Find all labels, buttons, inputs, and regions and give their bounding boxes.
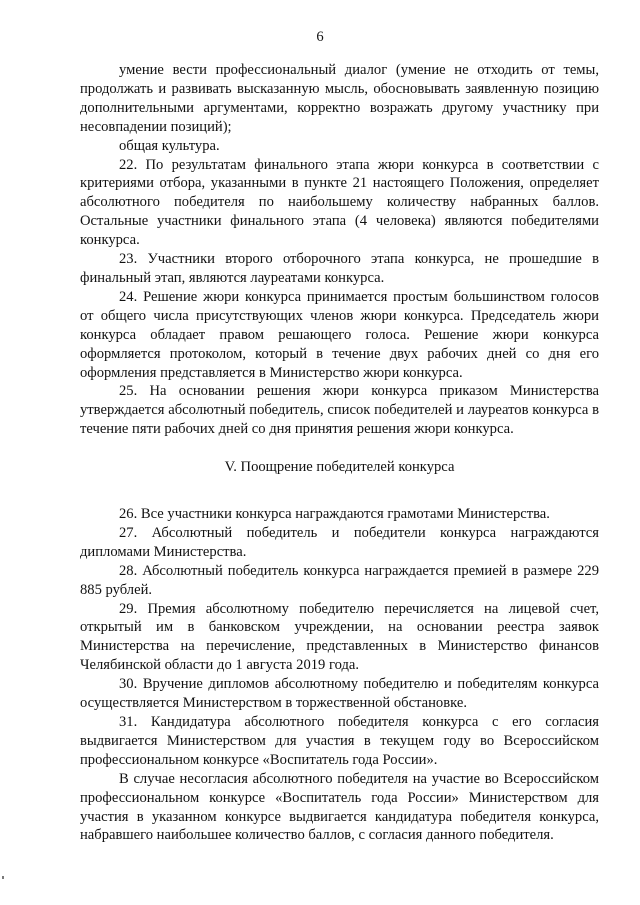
paragraph-31: 31. Кандидатура абсолютного победителя конкурса с его согласия выдвигается Министерством для участия в текущем году во Всероссийском профессиональном конкурсе «Воспитатель года России». [80,714,599,768]
paragraph-27: 27. Абсолютный победитель и победители конкурса награждаются дипломами Министерства. [80,524,599,560]
paragraph-22: 22. По результатам финального этапа жюри конкурса в соответствии с критериями отбора, указанными в пункте 21 настоящего Положения, определяет абсолютного победителя по наибольшему количеству набранных баллов. Остальные участники финального этапа (4 человека) являются победителями конкурса. [80,156,599,249]
paragraph-23: 23. Участники второго отборочного этапа конкурса, не прошедшие в финальный этап, являются лауреатами конкурса. [80,251,599,286]
paragraph-25: 25. На основании решения жюри конкурса приказом Министерства утверждается абсолютный победитель, список победителей и лауреатов конкурса в течение пяти рабочих дней со дня принятия решения жюри конкурса. [80,383,599,438]
paragraph-26: 26. Все участники конкурса награждаются грамотами Министерства. [119,506,550,523]
paragraph-30: 30. Вручение дипломов абсолютному победителю и победителям конкурса осуществляется Министерством в торжественной обстановке. [80,676,599,712]
paragraph-dialogue-skill: умение вести профессиональный диалог (умение не отходить от темы, продолжать и развивать высказанную мысль, обосновывать заявленную позицию дополнительными аргументами, корректно возражать другому участнику при несовпадении позиций); [80,62,599,135]
paragraph-29: 29. Премия абсолютному победителю перечисляется на лицевой счет, открытый им в банковском учреждении, на основании реестра заявок Министерства на перечисление, представленных в Министерство финансов Челябинской области до 1 августа 2019 года. [80,600,599,674]
paragraph-28: 28. Абсолютный победитель конкурса награждается премией в размере 229 885 рублей. [80,562,599,598]
section-heading: V. Поощрение победителей конкурса [224,459,455,476]
paragraph-31-continuation: В случае несогласия абсолютного победителя на участие во Всероссийском профессиональном конкурсе «Воспитатель года России» Министерством для участия в указанном конкурсе выдвигается кандидатура победителя конкурса, набравшего наибольшее количество баллов, с согласия данного победителя. [80,770,599,844]
page-number: 6 [316,29,324,45]
scan-mark [2,876,4,879]
paragraph-general-culture: общая культура. [119,137,220,154]
paragraph-24: 24. Решение жюри конкурса принимается простым большинством голосов от общего числа присутствующих членов жюри конкурса. Председатель жюри конкурса обладает правом решающего голоса. Решение жюри конкурса оформляется протоколом, который в течение двух рабочих дней со дня его оформления представляется в Министерство жюри конкурса. [80,288,599,381]
document-body [80,61,599,845]
